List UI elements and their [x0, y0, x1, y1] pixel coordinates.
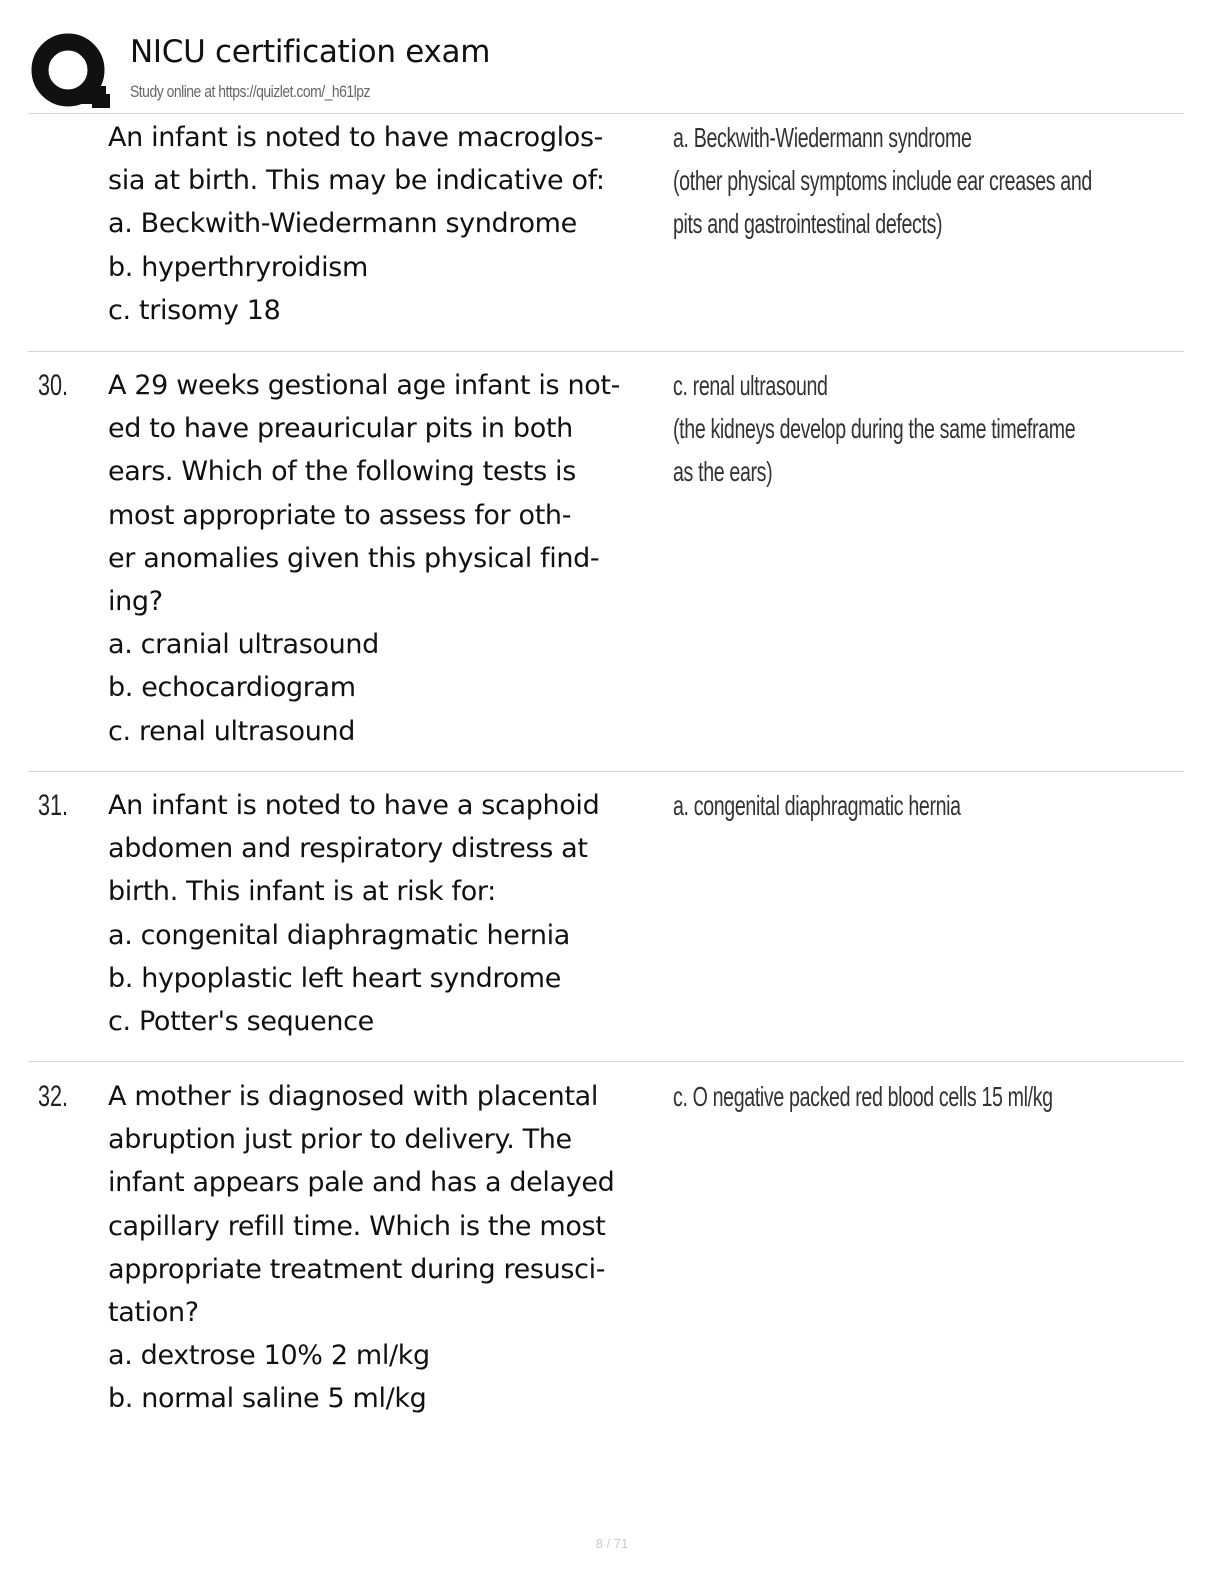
term-line: birth. This infant is at risk for: [108, 876, 496, 908]
term-line: appropriate treatment during resusci- [108, 1253, 606, 1285]
card-definition [673, 364, 1156, 494]
term-line: a. Beckwith-Wiedermann syndrome [108, 208, 577, 240]
term-line: tation? [108, 1297, 199, 1329]
quizlet-logo-icon [30, 32, 110, 112]
term-line: sia at birth. This may be indicative of: [108, 165, 605, 197]
term-line: a. dextrose 10% 2 ml/kg [108, 1340, 430, 1372]
card-divider [28, 351, 1184, 352]
term-line: infant appears pale and has a delayed [108, 1167, 615, 1199]
term-line: a. cranial ultrasound [108, 629, 379, 661]
term-line: b. echocardiogram [108, 672, 356, 704]
definition-line: c. O negative packed red blood cells 15 ml/kg [673, 1081, 1053, 1112]
term-line: ears. Which of the following tests is [108, 456, 576, 488]
definition-line: a. Beckwith-Wiedermann syndrome [673, 122, 972, 153]
term-line: An infant is noted to have a scaphoid [108, 790, 600, 821]
definition-line: pits and gastrointestinal defects) [673, 208, 943, 240]
term-line: a. congenital diaphragmatic hernia [108, 919, 570, 951]
term-line: ed to have preauricular pits in both [108, 413, 573, 445]
term-line: b. hyperthryroidism [108, 251, 368, 283]
card-number: 31. [38, 789, 69, 822]
card-term [108, 1075, 668, 1421]
term-line: abruption just prior to delivery. The [108, 1124, 572, 1156]
term-line: b. hypoplastic left heart syndrome [108, 962, 562, 994]
study-online-link[interactable]: Study online at https://quizlet.com/_h61lpz [130, 82, 370, 101]
term-line: c. Potter's sequence [108, 1006, 374, 1038]
card-term [108, 364, 668, 753]
term-line: capillary refill time. Which is the most [108, 1210, 606, 1242]
term-line: b. normal saline 5 ml/kg [108, 1383, 427, 1415]
card-divider [28, 1061, 1184, 1062]
term-line: most appropriate to assess for oth- [108, 499, 572, 531]
term-line: er anomalies given this physical find- [108, 542, 600, 574]
page-number: 8 / 71 [595, 1536, 629, 1551]
card-term [108, 784, 668, 1043]
term-line: c. renal ultrasound [108, 715, 356, 747]
definition-line: c. renal ultrasound [673, 370, 828, 401]
definition-line: (the kidneys develop during the same timeframe [673, 413, 1076, 445]
page-header [28, 28, 1188, 114]
term-line: abdomen and respiratory distress at [108, 833, 588, 865]
card-number: 32. [38, 1080, 69, 1113]
definition-line: as the ears) [673, 456, 773, 488]
term-line: An infant is noted to have macroglos- [108, 122, 604, 153]
document-title: NICU certification exam [130, 34, 491, 70]
card-divider [28, 771, 1184, 772]
term-line: A 29 weeks gestional age infant is not- [108, 370, 621, 401]
card-term [108, 116, 668, 332]
card-definition [673, 1075, 1156, 1118]
header-divider [28, 113, 1184, 114]
definition-line: a. congenital diaphragmatic hernia [673, 790, 961, 821]
card-number: 30. [38, 369, 69, 402]
term-line: c. trisomy 18 [108, 294, 281, 326]
definition-line: (other physical symptoms include ear creases and [673, 165, 1092, 197]
term-line: ing? [108, 586, 163, 618]
card-definition [673, 116, 1156, 246]
card-definition [673, 784, 1156, 827]
term-line: A mother is diagnosed with placental [108, 1081, 599, 1112]
